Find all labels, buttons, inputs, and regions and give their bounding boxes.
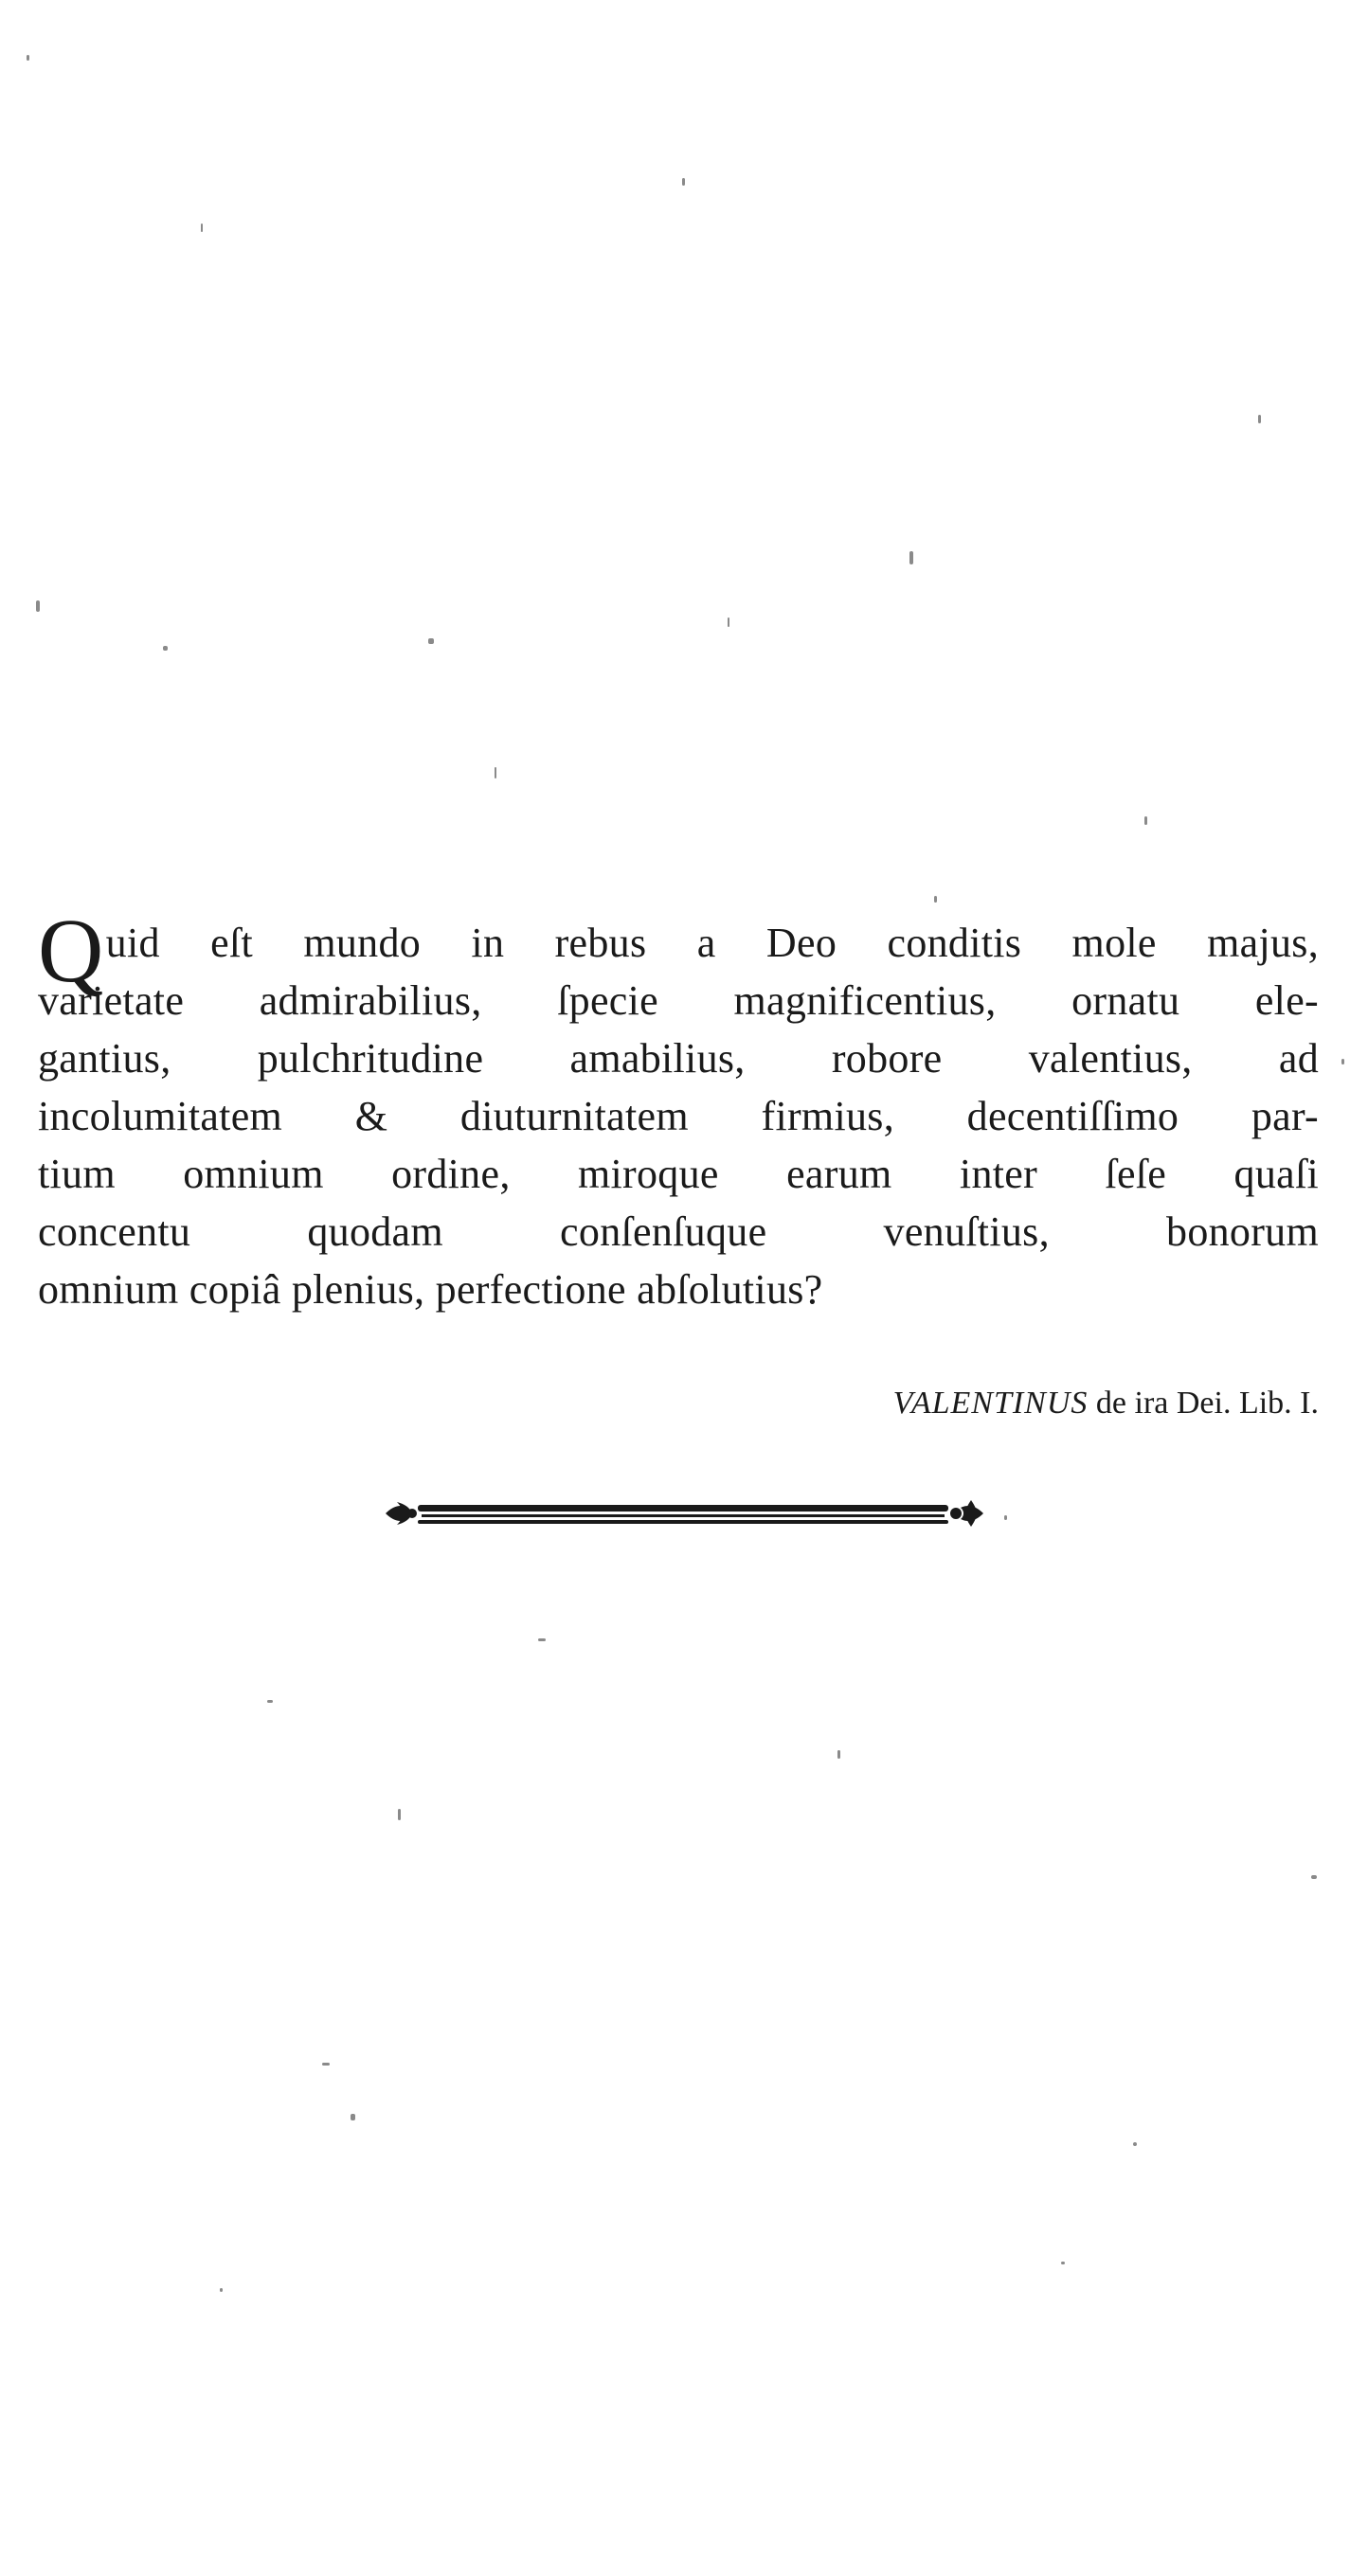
paper-speck (1061, 2262, 1065, 2264)
paper-speck (1311, 1875, 1317, 1879)
epigraph-line: gantius, pulchritudine amabilius, robore valentius, ad (38, 1035, 1319, 1082)
epigraph-attribution (893, 1383, 1319, 1424)
paper-speck (163, 646, 168, 651)
paper-speck (1144, 816, 1147, 825)
epigraph-line: concentu quodam conſenſuque venuſtius, bonorum (38, 1208, 1319, 1255)
paper-speck (267, 1700, 273, 1703)
paper-speck (934, 896, 937, 903)
attribution-work: de ira Dei. Lib. I. (1095, 1386, 1319, 1421)
rule-ornament-icon (384, 1485, 985, 1542)
paper-speck (909, 551, 913, 564)
epigraph-line-text: uid eſt mundo in rebus a Deo conditis mole majus, (105, 920, 1319, 966)
attribution-author: VALENTINUS (892, 1386, 1089, 1421)
epigraph-paragraph (38, 900, 1319, 1318)
paper-speck (682, 178, 685, 186)
paper-speck (495, 767, 496, 778)
paper-speck (837, 1750, 840, 1759)
paper-speck (1341, 1059, 1344, 1064)
paper-speck (728, 617, 729, 627)
paper-speck (351, 2114, 355, 2120)
epigraph-line: omnium copiâ plenius, perfectione abſolutius? (38, 1266, 823, 1313)
paper-speck (36, 600, 40, 612)
paper-speck (398, 1809, 401, 1820)
paper-speck (27, 55, 29, 61)
paper-speck (220, 2288, 223, 2292)
paper-speck (538, 1638, 546, 1641)
paper-speck (428, 638, 434, 644)
epigraph-line: tium omnium ordine, miroque earum inter ſeſe quaſi (38, 1151, 1319, 1197)
paper-speck (1258, 415, 1261, 423)
paper-speck (1133, 2142, 1137, 2146)
paper-speck (1004, 1515, 1007, 1520)
paper-speck (201, 224, 203, 232)
drop-cap: Q (38, 900, 104, 1001)
epigraph-line: incolumitatem & diuturnitatem firmius, decentiſſimo par- (38, 1093, 1319, 1139)
paper-speck (322, 2063, 330, 2066)
epigraph-line: varietate admirabilius, ſpecie magnificentius, ornatu ele- (38, 977, 1319, 1024)
